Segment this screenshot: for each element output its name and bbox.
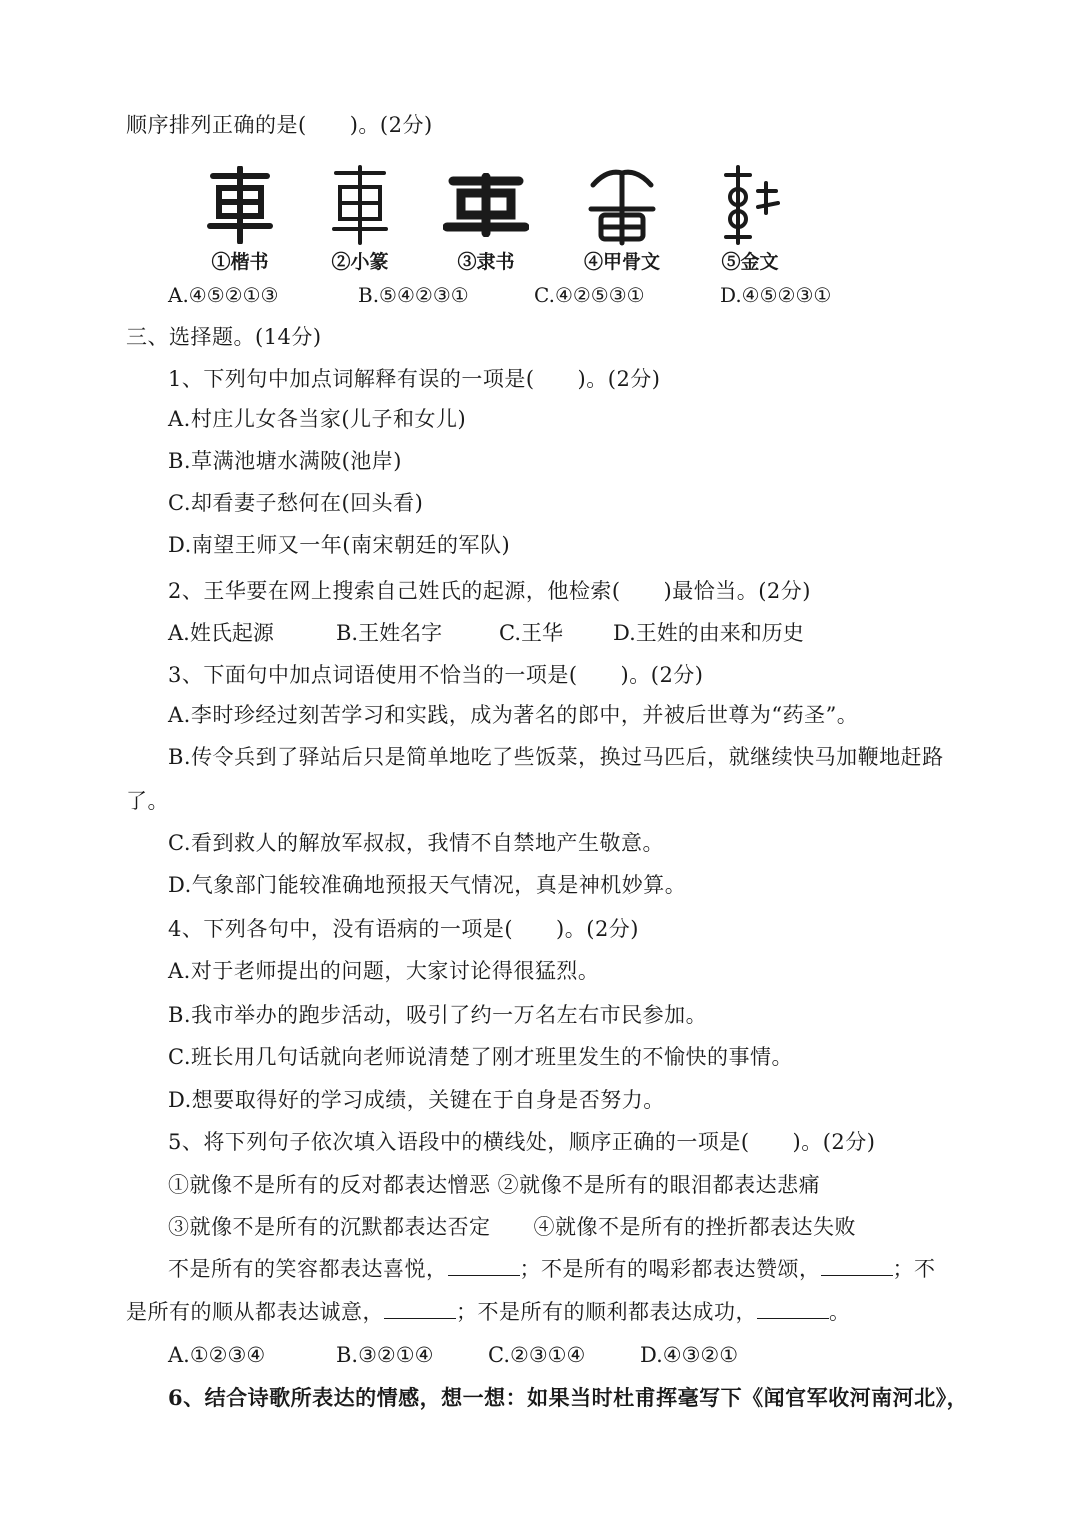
q5-para1-part-c: ；不 xyxy=(892,1257,936,1281)
glyph-jinwen xyxy=(700,162,800,274)
answer-blank[interactable] xyxy=(821,1255,893,1276)
q5-option-b[interactable]: B.③②①④ xyxy=(336,1343,434,1367)
glyph-label: ①楷书 xyxy=(211,251,269,273)
che-jinwen-icon xyxy=(700,162,800,248)
q3-option-d[interactable]: D.气象部门能较准确地预报天气情况，真是神机妙算。 xyxy=(168,873,687,897)
q4-option-c[interactable]: C.班长用几句话就向老师说清楚了刚才班里发生的不愉快的事情。 xyxy=(168,1045,793,1069)
q5-option-d[interactable]: D.④③②① xyxy=(640,1343,739,1367)
glyph-label: ⑤金文 xyxy=(721,251,779,273)
q5-stem: 5、将下列句子依次填入语段中的横线处，顺序正确的一项是( )。(2分) xyxy=(168,1130,876,1154)
q1-option-d[interactable]: D.南望王师又一年(南宋朝廷的军队) xyxy=(168,533,511,557)
q0-option-c[interactable]: C.④②⑤③① xyxy=(534,283,645,307)
q2-option-c[interactable]: C.王华 xyxy=(499,621,563,645)
section-title: 三、选择题。(14分) xyxy=(126,325,322,349)
glyph-jiaguwen xyxy=(572,162,672,274)
q2-option-b[interactable]: B.王姓名字 xyxy=(336,621,443,645)
q5-option-c[interactable]: C.②③①④ xyxy=(488,1343,586,1367)
che-jiaguwen-icon xyxy=(572,162,672,248)
q4-option-a[interactable]: A.对于老师提出的问题，大家讨论得很猛烈。 xyxy=(168,959,600,983)
top-line: 顺序排列正确的是( )。(2分) xyxy=(126,113,433,137)
answer-blank[interactable] xyxy=(448,1255,520,1276)
glyph-label: ②小篆 xyxy=(331,251,389,273)
q5-paragraph-line2 xyxy=(126,1297,851,1327)
glyph-xiaozhuan xyxy=(310,162,410,274)
glyph-label: ④甲骨文 xyxy=(583,251,660,273)
q3-option-b[interactable]: B.传令兵到了驿站后只是简单地吃了些饭菜，换过马匹后，就继续快马加鞭地赶路 xyxy=(168,745,944,769)
q5-option-a[interactable]: A.①②③④ xyxy=(168,1343,266,1367)
q1-option-c[interactable]: C.却看妻子愁何在(回头看) xyxy=(168,491,424,515)
answer-blank[interactable] xyxy=(757,1298,829,1319)
q3-option-c[interactable]: C.看到救人的解放军叔叔，我情不自禁地产生敬意。 xyxy=(168,831,664,855)
q2-option-a[interactable]: A.姓氏起源 xyxy=(168,621,274,645)
glyph-kaishu xyxy=(190,162,290,274)
q2-options xyxy=(168,618,804,648)
che-kaishu-icon xyxy=(190,162,290,248)
q0-options xyxy=(168,280,831,310)
q1-stem: 1、下列句中加点词解释有误的一项是( )。(2分) xyxy=(168,367,661,391)
glyph-lishu xyxy=(436,162,536,274)
q4-option-d[interactable]: D.想要取得好的学习成绩，关键在于自身是否努力。 xyxy=(168,1088,665,1112)
answer-blank[interactable] xyxy=(384,1298,456,1319)
q5-para2-part-a: 是所有的顺从都表达诚意， xyxy=(126,1300,384,1324)
q3-option-a[interactable]: A.李时珍经过刻苦学习和实践，成为著名的郎中，并被后世尊为“药圣”。 xyxy=(168,703,859,727)
q5-para1-part-a: 不是所有的笑容都表达喜悦， xyxy=(168,1257,448,1281)
q2-stem: 2、王华要在网上搜索自己姓氏的起源，他检索( )最恰当。(2分) xyxy=(168,579,811,603)
q0-option-a[interactable]: A.④⑤②①③ xyxy=(168,283,279,307)
q0-option-d[interactable]: D.④⑤②③① xyxy=(720,283,832,307)
q5-items-a: ①就像不是所有的反对都表达憎恶 ②就像不是所有的眼泪都表达悲痛 xyxy=(168,1173,821,1197)
q6-stem: 6、结合诗歌所表达的情感，想一想：如果当时杜甫挥毫写下《闻官军收河南河北》， xyxy=(168,1385,969,1410)
che-lishu-icon xyxy=(436,162,536,248)
q1-option-a[interactable]: A.村庄儿女各当家(儿子和女儿) xyxy=(168,407,467,431)
q0-option-b[interactable]: B.⑤④②③① xyxy=(358,283,469,307)
q2-option-d[interactable]: D.王姓的由来和历史 xyxy=(613,621,804,645)
glyph-label: ③隶书 xyxy=(457,251,515,273)
q5-options xyxy=(168,1340,738,1370)
q4-option-b[interactable]: B.我市举办的跑步活动，吸引了约一万名左右市民参加。 xyxy=(168,1003,708,1027)
q5-para1-part-b: ；不是所有的喝彩都表达赞颂， xyxy=(519,1257,821,1281)
q4-stem: 4、下列各句中，没有语病的一项是( )。(2分) xyxy=(168,917,639,941)
glyph-row xyxy=(200,162,800,272)
q1-option-b[interactable]: B.草满池塘水满陂(池岸) xyxy=(168,449,402,473)
che-xiaozhuan-icon xyxy=(310,162,410,248)
q5-para2-part-b: ；不是所有的顺利都表达成功， xyxy=(456,1300,757,1324)
q5-items-b: ③就像不是所有的沉默都表达否定 ④就像不是所有的挫折都表达失败 xyxy=(168,1215,856,1239)
q5-para2-part-c: 。 xyxy=(829,1300,851,1324)
q3-stem: 3、下面句中加点词语使用不恰当的一项是( )。(2分) xyxy=(168,663,704,687)
q3-option-b-cont: 了。 xyxy=(126,789,169,813)
q5-paragraph-line1 xyxy=(168,1254,936,1284)
